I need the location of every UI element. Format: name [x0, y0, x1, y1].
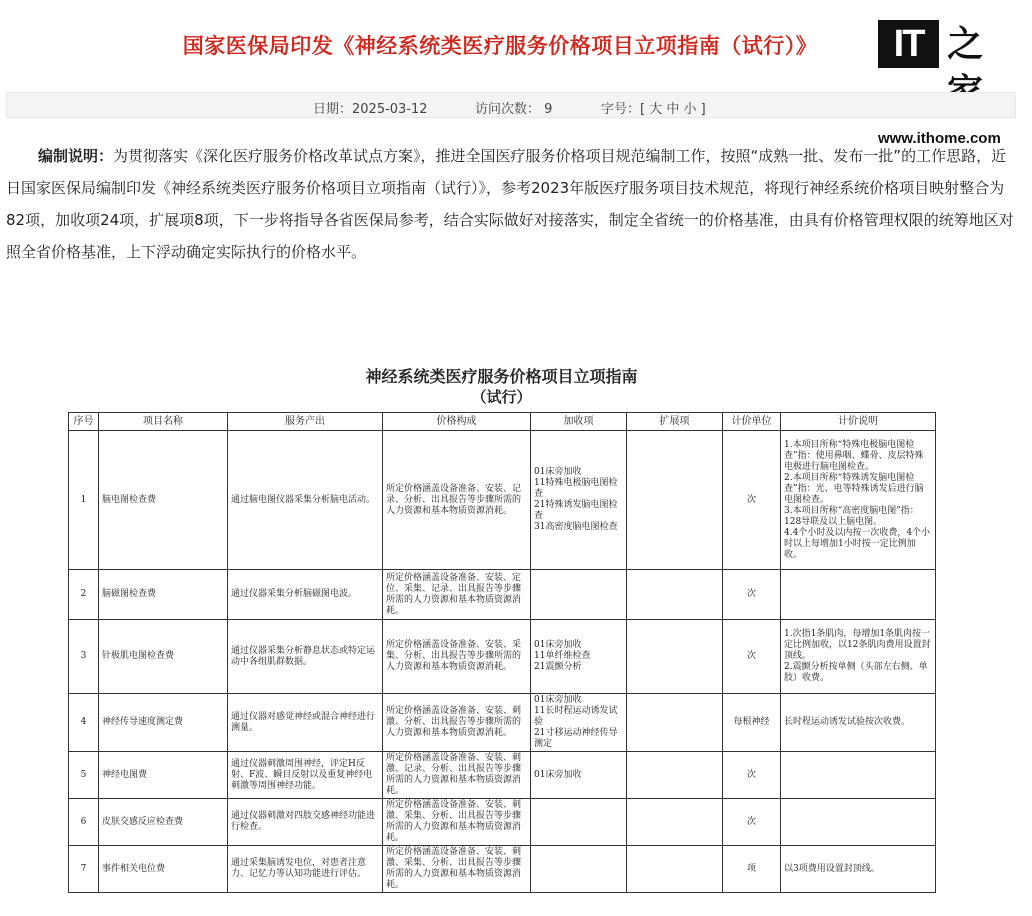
cell-no: 5 [69, 752, 99, 799]
guide-table [68, 412, 936, 893]
cell-name: 皮肤交感反应检查费 [99, 799, 228, 846]
header-price: 价格构成 [383, 413, 531, 431]
cell-unit: 次 [723, 620, 781, 694]
header-name: 项目名称 [99, 413, 228, 431]
article-title: 国家医保局印发《神经系统类医疗服务价格项目立项指南（试行）》 [182, 34, 818, 58]
cell-unit: 次 [723, 752, 781, 799]
cell-ext [627, 431, 723, 570]
cell-unit: 每根神经 [723, 694, 781, 752]
cell-unit: 项 [723, 846, 781, 893]
table-row [69, 799, 936, 846]
font-size-switcher[interactable]: 字号：[ 大 中 小 ] [601, 102, 706, 117]
cell-ext [627, 752, 723, 799]
cell-price: 所定价格涵盖设备准备、安装、采集、分析、出具报告等步骤所需的人力资源和基本物质资源消耗。 [383, 620, 531, 694]
table-row [69, 431, 936, 570]
cell-no: 3 [69, 620, 99, 694]
cell-note [781, 570, 936, 620]
logo-cn-mark: 之 [947, 23, 984, 65]
guide-title: 神经系统类医疗服务价格项目立项指南 [365, 367, 638, 386]
visit-count: 访问次数： 9 [475, 102, 553, 117]
cell-output: 通过仪器对感觉神经或混合神经进行测量。 [228, 694, 383, 752]
cell-price: 所定价格涵盖设备准备、安装、刺激、分析、出具报告等步骤所需的人力资源和基本物质资源消耗。 [383, 694, 531, 752]
cell-no: 2 [69, 570, 99, 620]
cell-no: 1 [69, 431, 99, 570]
cell-ext [627, 846, 723, 893]
table-row [69, 570, 936, 620]
header-output: 服务产出 [228, 413, 383, 431]
cell-note [781, 752, 936, 799]
cell-name: 针极肌电图检查费 [99, 620, 228, 694]
cell-addon: 01床旁加收 11单纤维检查 21震颤分析 [531, 620, 627, 694]
cell-ext [627, 799, 723, 846]
guide-document-image [68, 366, 935, 893]
cell-name: 脑电图检查费 [99, 431, 228, 570]
cell-price: 所定价格涵盖设备准备、安装、定位、采集、记录、出具报告等步骤所需的人力资源和基本物质资源消耗。 [383, 570, 531, 620]
table-row [69, 752, 936, 799]
cell-name: 事件相关电位费 [99, 846, 228, 893]
cell-price: 所定价格涵盖设备准备、安装、刺激、采集、分析、出具报告等步骤所需的人力资源和基本物质资源消耗。 [383, 846, 531, 893]
cell-addon: 01床旁加收 [531, 752, 627, 799]
header-addon: 加收项 [531, 413, 627, 431]
table-row [69, 620, 936, 694]
cell-addon: 01床旁加收 11特殊电极脑电图检查 21特殊诱发脑电图检查 31高密度脑电图检查 [531, 431, 627, 570]
table-header-row [69, 413, 936, 431]
cell-price: 所定价格涵盖设备准备、安装、记录、分析、出具报告等步骤所需的人力资源和基本物质资源消耗。 [383, 431, 531, 570]
cell-ext [627, 694, 723, 752]
cell-addon: 01床旁加收 11长时程运动诱发试验 21寸移运动神经传导测定 [531, 694, 627, 752]
site-logo[interactable] [878, 20, 1018, 147]
article-intro [6, 140, 1016, 268]
header-ext: 扩展项 [627, 413, 723, 431]
cell-note [781, 799, 936, 846]
header-no: 序号 [69, 413, 99, 431]
article-meta-bar [6, 92, 1016, 118]
cell-no: 7 [69, 846, 99, 893]
cell-note: 1.本项目所称“特殊电极脑电图检查”指：使用鼻咽、蝶骨、皮层特殊电极进行脑电图检查。 2.本项目所称“特殊诱发脑电图检查”指：光、电等特殊诱发后进行脑电图检查。 3.本项目所称“高密度脑电图”指：128导联及以上脑电图。 4.4个小时及以内按一次收费，4个小时以上每增加1小时按一定比例加收。 [781, 431, 936, 570]
cell-ext [627, 570, 723, 620]
cell-output: 通过仪器采集分析静息状态或特定运动中各组肌群数据。 [228, 620, 383, 694]
cell-output: 通过仪器采集分析脑磁图电波。 [228, 570, 383, 620]
cell-note: 以3项费用设置封顶线。 [781, 846, 936, 893]
cell-output: 通过采集脑诱发电位，对患者注意力、记忆力等认知功能进行评估。 [228, 846, 383, 893]
cell-output: 通过仪器刺激周围神经，评定H反射、F波、瞬目反射以及重复神经电刺激等周围神经功能。 [228, 752, 383, 799]
intro-lead: 编制说明： [38, 147, 114, 165]
cell-note: 1.次指1条肌肉，每增加1条肌肉按一定比例加收，以12条肌肉费用设置封顶线。 2.震颤分析按单侧（头部左右侧、单肢）收费。 [781, 620, 936, 694]
cell-output: 通过仪器刺激对四肢交感神经功能进行检查。 [228, 799, 383, 846]
cell-no: 4 [69, 694, 99, 752]
cell-addon [531, 570, 627, 620]
cell-name: 神经电图费 [99, 752, 228, 799]
cell-unit: 次 [723, 431, 781, 570]
intro-text: 为贯彻落实《深化医疗服务价格改革试点方案》，推进全国医疗服务价格项目规范编制工作，按照“成熟一批、发布一批”的工作思路，近日国家医保局编制印发《神经系统类医疗服务价格项目立项指南（试行）》，参考2023年版医疗服务项目技术规范，将现行神经系统价格项目映射整合为82项，加收项24项，扩展项8项，下一步将指导各省医保局参考，结合实际做好对接落实，制定全省统一的价格基准，由具有价格管理权限的统筹地区对照全省价格基准，上下浮动确定实际执行的价格水平。 [6, 147, 1014, 261]
cell-ext [627, 620, 723, 694]
cell-price: 所定价格涵盖设备准备、安装、刺激、采集、分析、出具报告等步骤所需的人力资源和基本物质资源消耗。 [383, 799, 531, 846]
guide-subtitle: （试行） [471, 388, 532, 406]
cell-price: 所定价格涵盖设备准备、安装、刺激、记录、分析、出具报告等步骤所需的人力资源和基本物质资源消耗。 [383, 752, 531, 799]
cell-name: 脑磁图检查费 [99, 570, 228, 620]
cell-no: 6 [69, 799, 99, 846]
header-note: 计价说明 [781, 413, 936, 431]
cell-addon [531, 846, 627, 893]
logo-it-mark: IT [878, 20, 939, 68]
header-unit: 计价单位 [723, 413, 781, 431]
cell-unit: 次 [723, 570, 781, 620]
cell-output: 通过脑电图仪器采集分析脑电活动。 [228, 431, 383, 570]
publish-date: 日期：2025-03-12 [313, 102, 428, 117]
cell-addon [531, 799, 627, 846]
table-row [69, 846, 936, 893]
logo-url: www.ithome.com [878, 130, 1001, 147]
cell-unit: 次 [723, 799, 781, 846]
cell-name: 神经传导速度测定费 [99, 694, 228, 752]
cell-note: 长时程运动诱发试验按次收费。 [781, 694, 936, 752]
table-row [69, 694, 936, 752]
